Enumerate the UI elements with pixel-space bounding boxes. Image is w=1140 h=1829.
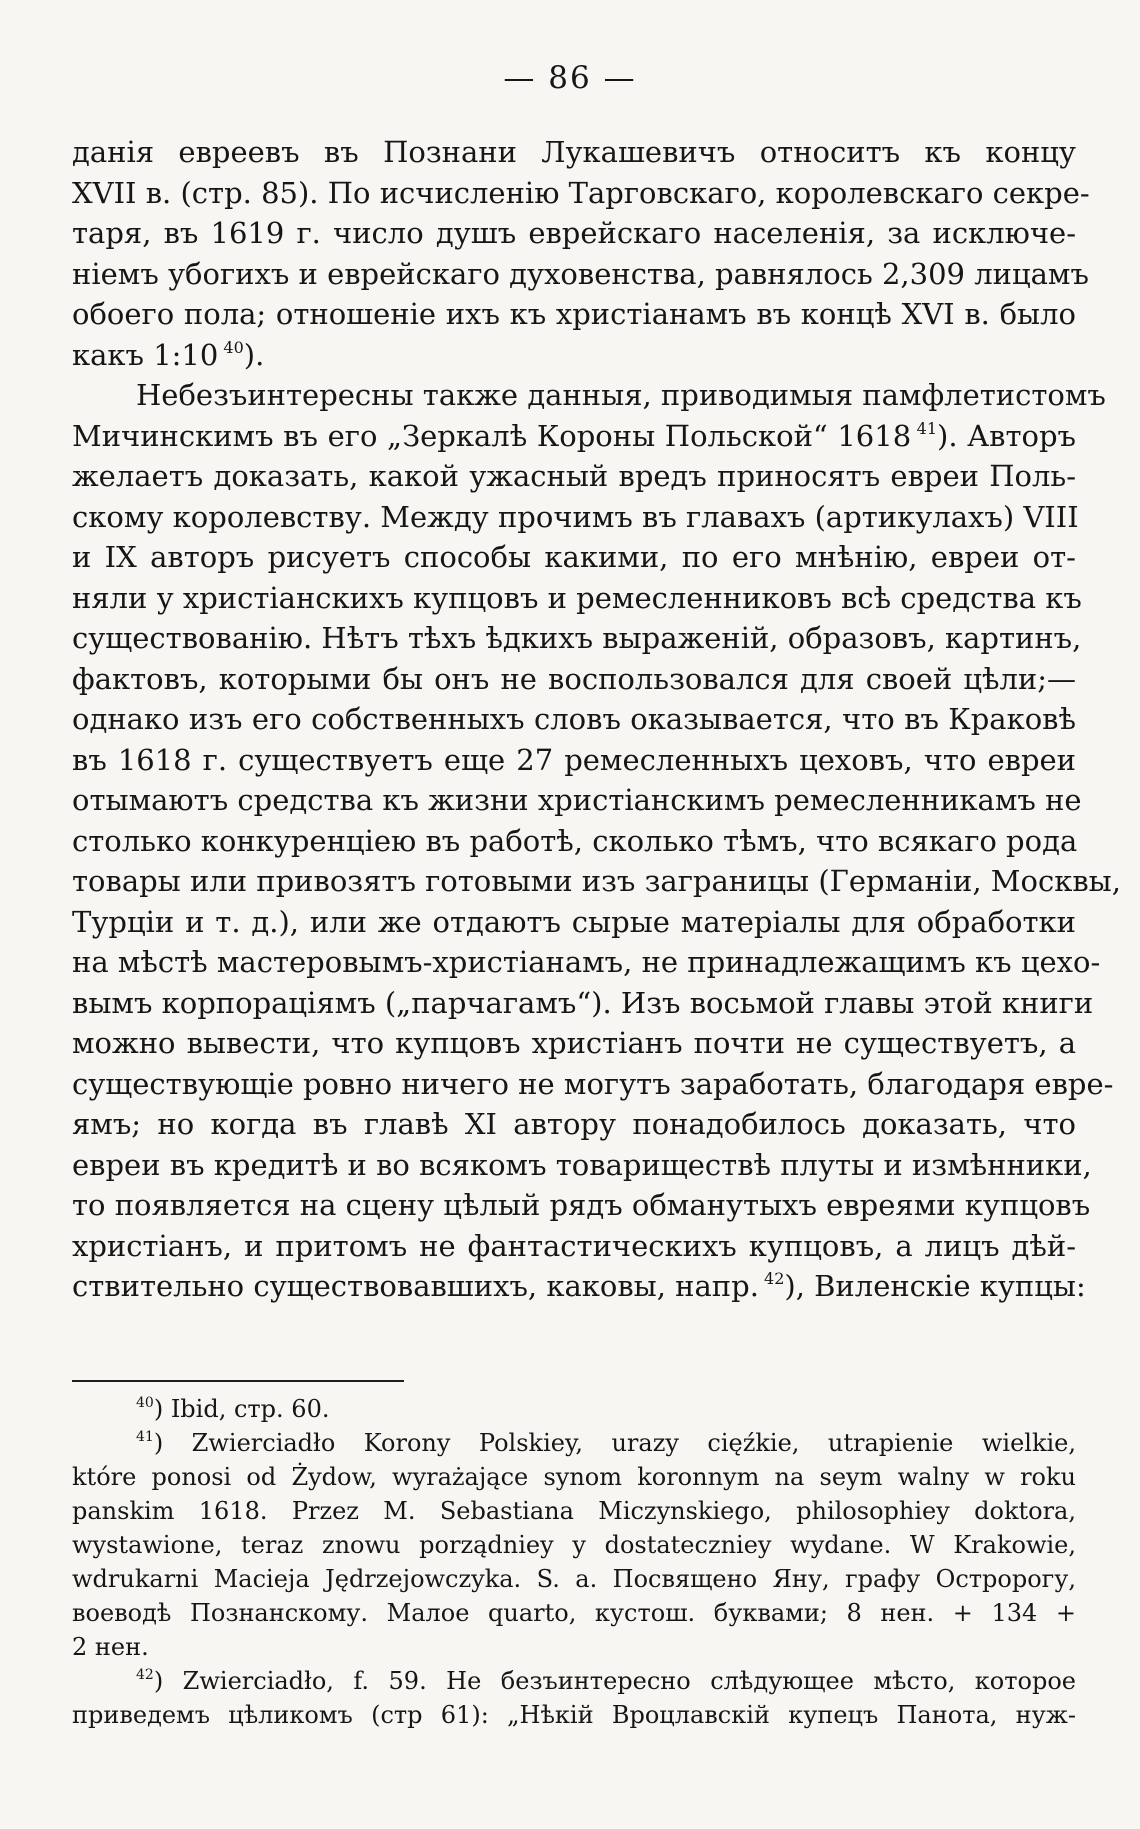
- body-line-text: на мѣстѣ мастеровымъ-христіанамъ, не принадлежащимъ къ цехо-: [72, 945, 1101, 979]
- body-line-text: Небезъинтересны также данныя, приводимыя памфлетистомъ: [136, 378, 1106, 412]
- body-line-text: данія евреевъ въ Познани Лукашевичъ относитъ къ концу: [72, 135, 1076, 169]
- body-line: [72, 456, 1076, 497]
- footnote-line-text: wystawione, teraz znowu porządniey y dostateczniey wydane. W Krakowie,: [72, 1531, 1076, 1559]
- body-line-text: товары или привозятъ готовыми изъ заграницы (Германіи, Москвы,: [72, 864, 1121, 898]
- body-line-text: отымаютъ средства къ жизни христіанскимъ ремесленникамъ не: [72, 783, 1082, 817]
- footnote-line: [72, 1698, 1076, 1732]
- body-line: [72, 983, 1094, 1024]
- footnote-reference: 40: [218, 337, 244, 357]
- footnote-line-text: ) Ibid, стр. 60.: [153, 1395, 330, 1423]
- footnote-separator: [72, 1380, 404, 1382]
- body-line: [72, 335, 1076, 376]
- body-line: [72, 254, 1089, 295]
- body-line-text: ніемъ убогихъ и еврейскаго духовенства, равнялось 2,309 лицамъ: [72, 256, 1089, 291]
- body-line-text: евреи въ кредитѣ и во всякомъ товариществѣ плуты и измѣнники,: [72, 1147, 1092, 1182]
- footnote-line: [72, 1630, 1076, 1664]
- body-line-text: существующіе ровно ничего не могутъ заработать, благодаря евре-: [72, 1066, 1114, 1101]
- body-line-text: таря, въ 1619 г. число душъ еврейскаго населенія, за исключе-: [72, 216, 1076, 250]
- body-line-text: скому королевству. Между прочимъ въ главахъ (артикулахъ) VIII: [72, 499, 1079, 534]
- body-line-text: можно вывести, что купцовъ христіанъ почти не существуетъ, а: [72, 1026, 1076, 1060]
- body-line: [72, 132, 1076, 173]
- body-line-text: ствительно существовавшихъ, каковы, напр.: [72, 1269, 759, 1303]
- footnote-line: [72, 1460, 1076, 1494]
- body-line: [72, 902, 1076, 943]
- body-line: [72, 861, 1121, 902]
- footnote-marker: 41: [136, 1429, 154, 1445]
- body-line-text: существованію. Нѣтъ тѣхъ ѣдкихъ выраженій, образовъ, картинъ,: [72, 621, 1082, 655]
- body-line: [72, 537, 1076, 578]
- body-line: [72, 1185, 1091, 1226]
- body-line: [72, 1023, 1076, 1064]
- footnote-reference: 41: [911, 418, 938, 438]
- footnote-line: [72, 1426, 1076, 1460]
- footnote-line: [72, 1494, 1076, 1528]
- body-line: [72, 578, 1082, 619]
- footnote-line-text: 2 нен.: [72, 1633, 149, 1661]
- body-line: [72, 497, 1079, 538]
- body-line-text-after: ).: [243, 337, 265, 372]
- body-line-text-after: ). Авторъ: [937, 418, 1076, 453]
- body-line-text: обоего пола; отношеніе ихъ къ христіанамъ въ концѣ XVI в. было: [72, 297, 1076, 331]
- body-line-text: столько конкуренціею въ работѣ, сколько тѣмъ, что всякаго рода: [72, 823, 1078, 858]
- body-line-text: какъ 1:10: [72, 337, 219, 372]
- body-line-text: христіанъ, и притомъ не фантастическихъ купцовъ, а лицъ дѣй-: [72, 1228, 1076, 1263]
- body-line: [72, 1064, 1114, 1105]
- body-line: [72, 659, 1076, 700]
- body-line-text: въ 1618 г. существуетъ еще 27 ремесленныхъ цеховъ, что евреи: [72, 742, 1076, 777]
- body-line: [72, 416, 1076, 457]
- body-line: [72, 1104, 1076, 1145]
- footnote-marker: 42: [136, 1667, 154, 1683]
- body-line: [72, 780, 1082, 821]
- body-line-text: няли у христіанскихъ купцовъ и ремесленниковъ всѣ средства къ: [72, 580, 1082, 615]
- body-line: [72, 1226, 1076, 1267]
- body-line: [72, 213, 1076, 254]
- footnote-line-text: ) Zwierciadło Korony Polskiey, urazy cięźkie, utrapienie wielkie,: [153, 1429, 1076, 1457]
- body-line-text: вымъ корпораціямъ („парчагамъ“). Изъ восьмой главы этой книги: [72, 985, 1094, 1020]
- body-line: [72, 1145, 1092, 1186]
- footnote-line: [72, 1596, 1076, 1630]
- footnote-line: [72, 1562, 1076, 1596]
- body-line: [72, 618, 1082, 659]
- footnote-line: [72, 1392, 1076, 1426]
- footnotes: [72, 1392, 1076, 1732]
- body-line-text: однако изъ его собственныхъ словъ оказывается, что въ Краковѣ: [72, 702, 1076, 736]
- body-line: [72, 740, 1076, 781]
- page-number: — 86 —: [503, 60, 637, 96]
- footnote-line: [72, 1528, 1076, 1562]
- footnote-line: [72, 1664, 1076, 1698]
- footnote-reference: 42: [758, 1269, 785, 1288]
- body-line: [72, 1266, 1086, 1307]
- body-line: [72, 942, 1101, 983]
- body-line: [72, 699, 1076, 740]
- body-line-text: желаетъ доказать, какой ужасный вредъ приносятъ евреи Поль-: [72, 459, 1076, 493]
- body-line-text: XVII в. (стр. 85). По исчисленію Тарговскаго, королевскаго секре-: [72, 175, 1090, 210]
- footnote-line-text: ) Zwierciadło, f. 59. Не безъинтересно слѣдующее мѣсто, которое: [153, 1667, 1076, 1695]
- body-line: [72, 173, 1090, 214]
- footnote-line-text: приведемъ цѣликомъ (стр 61): „Нѣкій Вроцлавскій купецъ Панота, нуж-: [72, 1701, 1076, 1729]
- body-line: [72, 375, 1106, 416]
- body-line-text: Турціи и т. д.), или же отдаютъ сырые матеріалы для обработки: [72, 904, 1076, 939]
- main-text: [72, 132, 1121, 1307]
- body-line-text-after: ), Виленскіе купцы:: [784, 1269, 1086, 1303]
- body-line: [72, 821, 1076, 862]
- footnote-marker: 40: [136, 1395, 154, 1411]
- footnote-line-text: wdrukarni Macieja Jędrzejowczyka. S. a. Посвящено Яну, графу Остророгу,: [72, 1565, 1076, 1593]
- body-line-text: и IX авторъ рисуетъ способы какими, по его мнѣнію, евреи от-: [72, 540, 1076, 574]
- body-line-text: то появляется на сцену цѣлый рядъ обманутыхъ евреями купцовъ: [72, 1188, 1091, 1222]
- footnote-line-text: воеводѣ Познанскому. Малое quarto, кустош. буквами; 8 нен. + 134 +: [72, 1599, 1076, 1627]
- body-line-text: ямъ; но когда въ главѣ XI автору понадобилось доказать, что: [72, 1107, 1076, 1141]
- body-line-text: Мичинскимъ въ его „Зеркалѣ Короны Польской“ 1618: [72, 418, 912, 453]
- body-line: [72, 294, 1076, 335]
- body-line-text: фактовъ, которыми бы онъ не воспользовался для своей цѣли;—: [72, 661, 1076, 696]
- footnote-line-text: panskim 1618. Przez M. Sebastiana Miczynskiego, philosophiey doktora,: [72, 1497, 1076, 1525]
- footnote-line-text: które ponosi od Żydow, wyrażające synom koronnym na seym walny w roku: [72, 1463, 1076, 1491]
